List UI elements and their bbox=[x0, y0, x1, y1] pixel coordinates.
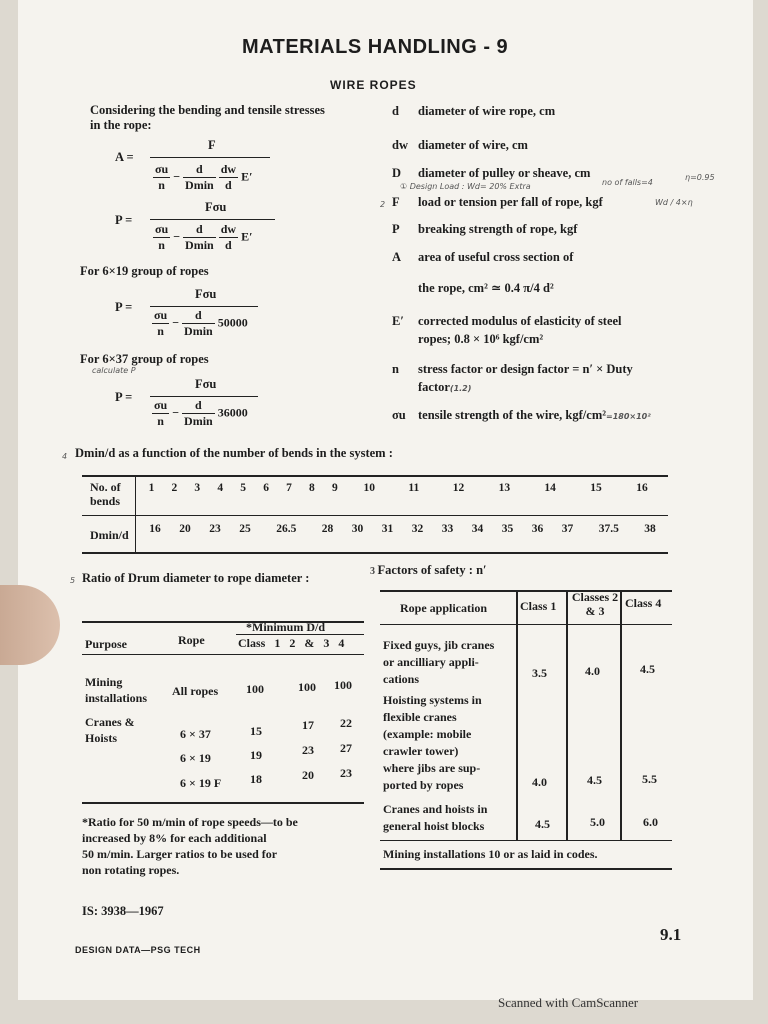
bends-count-cell: 9 bbox=[331, 482, 338, 494]
drum-row-6x19F-c23: 20 bbox=[302, 768, 314, 782]
bends-table-mid bbox=[82, 515, 668, 516]
drum-row-6x19-c1: 19 bbox=[250, 748, 262, 762]
handwritten-eta: η=0.95 bbox=[685, 173, 715, 182]
dmin-ratio-cell: 26.5 bbox=[276, 523, 297, 535]
safety-row-1-c1: 3.5 bbox=[532, 666, 547, 680]
safety-row-3-c23: 5.0 bbox=[590, 815, 605, 829]
formula-A-denominator: $\frac{\sigma u}{n}$ − $\frac{d}{Dmin}$ $\frac{dw}{d}$ E′ bbox=[155, 162, 253, 192]
safety-header-app: Rope application bbox=[400, 601, 488, 615]
safety-row-3-app: Cranes and hoists in general hoist blocks bbox=[383, 802, 488, 833]
safety-mining-note: Mining installations 10 or as laid in codes. bbox=[383, 847, 598, 861]
legend-n-cont: factor(1.2) bbox=[418, 380, 472, 394]
dmin-ratio-cell: 16 bbox=[149, 523, 161, 535]
drum-note-line-2: increased by 8% for each additional bbox=[82, 831, 267, 845]
dmin-ratio-cell: 33 bbox=[441, 523, 454, 535]
drum-row-6x37-rope: 6 × 37 bbox=[180, 727, 211, 741]
formula-6x19-numerator: Fσu bbox=[195, 287, 217, 301]
footer-source: DESIGN DATA—PSG TECH bbox=[75, 945, 201, 955]
safety-header-c23: Classes 2 & 3 bbox=[571, 590, 619, 618]
safety-row-2-c1: 4.0 bbox=[532, 775, 547, 789]
legend-F: F load or tension per fall of rope, kgf bbox=[392, 195, 603, 209]
bends-row1-label: No. of bends bbox=[90, 480, 121, 508]
dmin-ratio-cell: 38 bbox=[644, 523, 656, 535]
drum-note-line-1: *Ratio for 50 m/min of rope speeds—to be bbox=[82, 815, 298, 829]
safety-row-3-c1: 4.5 bbox=[535, 817, 550, 831]
drum-row-mining-rope: All ropes bbox=[172, 684, 219, 698]
safety-row-2-app: Hoisting systems in flexible cranes (example: mobile crawler tower) where jibs are sup- ported by ropes bbox=[383, 693, 482, 792]
bends-count-cell: 11 bbox=[408, 482, 420, 494]
drum-row-mining-c4: 100 bbox=[334, 678, 352, 692]
bends-values-row bbox=[140, 482, 665, 494]
dmin-ratio-cell: 36 bbox=[531, 523, 544, 535]
bends-count-cell: 2 bbox=[171, 482, 178, 494]
legend-E: E′ corrected modulus of elasticity of steel bbox=[392, 314, 622, 328]
safety-row-3-c4: 6.0 bbox=[643, 815, 658, 829]
drum-header-rope: Rope bbox=[178, 633, 205, 647]
safety-header-c1: Class 1 bbox=[520, 599, 557, 613]
group-6x37-label: For 6×37 group of ropes bbox=[80, 352, 209, 366]
bends-table-bottom bbox=[82, 552, 668, 554]
bends-table-divider bbox=[135, 475, 136, 552]
formula-A-bar bbox=[150, 157, 270, 158]
bends-count-cell: 8 bbox=[309, 482, 315, 494]
dmin-ratio-cell: 37 bbox=[561, 523, 574, 535]
formula-P-bar bbox=[150, 219, 275, 220]
intro-line-1: Considering the bending and tensile stresses bbox=[90, 103, 325, 117]
safety-row-1-app: Fixed guys, jib cranes or ancilliary appli- cations bbox=[383, 638, 495, 686]
legend-n: n stress factor or design factor = n′ × Duty bbox=[392, 362, 633, 376]
drum-header-sub-line bbox=[236, 634, 364, 635]
bends-row2-label: Dmin/d bbox=[90, 528, 129, 542]
safety-table-mining-line bbox=[380, 840, 672, 841]
standard-ref: IS: 3938—1967 bbox=[82, 904, 164, 918]
drum-header-classes: Class 1 2 & 3 4 bbox=[238, 636, 345, 650]
safety-caption: 3 Factors of safety : n′ bbox=[370, 563, 487, 577]
bends-count-cell: 7 bbox=[286, 482, 292, 494]
handwritten-fraction: Wd / 4×η bbox=[655, 198, 693, 207]
handwritten-num-5: 5 bbox=[70, 576, 76, 585]
bends-count-cell: 15 bbox=[590, 482, 602, 494]
page-title: MATERIALS HANDLING - 9 bbox=[242, 36, 509, 58]
drum-row-6x19-rope: 6 × 19 bbox=[180, 751, 211, 765]
drum-row-6x19F-rope: 6 × 19 F bbox=[180, 776, 222, 790]
drum-note-line-4: non rotating ropes. bbox=[82, 863, 180, 877]
drum-caption: Ratio of Drum diameter to rope diameter : bbox=[82, 571, 310, 585]
bends-table-top bbox=[82, 475, 668, 477]
handwritten-num-4: 4 bbox=[62, 452, 68, 461]
legend-P: P breaking strength of rope, kgf bbox=[392, 222, 578, 236]
bends-count-cell: 3 bbox=[194, 482, 201, 494]
drum-note bbox=[82, 814, 298, 878]
bends-count-cell: 1 bbox=[148, 482, 155, 494]
formula-6x37-bar bbox=[150, 396, 258, 397]
section-subtitle: WIRE ROPES bbox=[330, 78, 417, 92]
formula-P-numerator: Fσu bbox=[205, 200, 227, 214]
safety-header-c4: Class 4 bbox=[625, 596, 662, 610]
legend-sigma: σu tensile strength of the wire, kgf/cm²=180×10² bbox=[392, 408, 651, 422]
formula-6x19-lhs: P = bbox=[115, 300, 133, 314]
drum-row-cranes-purpose: Cranes & Hoists bbox=[85, 715, 135, 745]
drum-header-min: *Minimum D/d bbox=[246, 620, 326, 634]
drum-table-bottom bbox=[82, 802, 364, 804]
safety-col-divider-3 bbox=[620, 590, 622, 840]
drum-row-6x19F-c4: 23 bbox=[340, 766, 352, 780]
legend-A: A area of useful cross section of bbox=[392, 250, 574, 264]
drum-row-6x37-c23: 17 bbox=[302, 718, 314, 732]
legend-E-cont: ropes; 0.8 × 10⁶ kgf/cm² bbox=[418, 332, 544, 346]
dmin-ratio-cell: 31 bbox=[381, 523, 394, 535]
drum-row-6x19F-c1: 18 bbox=[250, 772, 262, 786]
safety-table-bottom bbox=[380, 868, 672, 870]
safety-row-2-c23: 4.5 bbox=[587, 773, 602, 787]
group-6x19-label: For 6×19 group of ropes bbox=[80, 264, 209, 278]
dmin-ratio-cell: 34 bbox=[471, 523, 484, 535]
formula-A-numerator: F bbox=[208, 138, 216, 152]
dmin-ratio-cell: 30 bbox=[351, 523, 364, 535]
bends-count-cell: 6 bbox=[263, 482, 269, 494]
ratio-values-row bbox=[140, 523, 665, 535]
handwritten-calc-note: calculate P bbox=[92, 366, 136, 375]
legend-dw: dw diameter of wire, cm bbox=[392, 138, 528, 152]
bends-count-cell: 16 bbox=[636, 482, 648, 494]
legend-d: d diameter of wire rope, cm bbox=[392, 104, 556, 118]
safety-row-2-c4: 5.5 bbox=[642, 772, 657, 786]
bends-count-cell: 5 bbox=[240, 482, 247, 494]
dmin-ratio-cell: 23 bbox=[209, 523, 221, 535]
intro-line-2: in the rope: bbox=[90, 118, 152, 132]
formula-6x37-lhs: P = bbox=[115, 390, 133, 404]
drum-row-mining-c1: 100 bbox=[246, 682, 264, 696]
drum-row-6x37-c4: 22 bbox=[340, 716, 352, 730]
drum-header-purpose: Purpose bbox=[85, 637, 127, 651]
drum-row-mining-c23: 100 bbox=[298, 680, 316, 694]
dmin-ratio-cell: 20 bbox=[179, 523, 191, 535]
formula-A-lhs: A = bbox=[115, 150, 134, 164]
handwritten-design-load: ① Design Load : Wd= 20% Extra bbox=[400, 182, 531, 191]
dmin-ratio-cell: 37.5 bbox=[598, 523, 619, 535]
scanner-watermark: Scanned with CamScanner bbox=[498, 995, 639, 1010]
safety-row-1-c23: 4.0 bbox=[585, 664, 600, 678]
formula-6x19-bar bbox=[150, 306, 258, 307]
formula-6x37-numerator: Fσu bbox=[195, 377, 217, 391]
formula-P-denominator: $\frac{\sigma u}{n}$ − $\frac{d}{Dmin}$ $\frac{dw}{d}$ E′ bbox=[155, 222, 253, 252]
dmin-ratio-cell: 32 bbox=[411, 523, 424, 535]
bends-caption: Dmin/d as a function of the number of bends in the system : bbox=[75, 446, 393, 460]
legend-A-cont: the rope, cm² ≃ 0.4 π/4 d² bbox=[418, 281, 554, 295]
formula-P-lhs: P = bbox=[115, 213, 133, 227]
bends-count-cell: 14 bbox=[544, 482, 556, 494]
formula-6x37-denominator: $\frac{\sigma u}{n}$ − $\frac{d}{Dmin}$ 36000 bbox=[154, 398, 248, 428]
dmin-ratio-cell: 35 bbox=[501, 523, 514, 535]
page-number: 9.1 bbox=[660, 925, 682, 944]
safety-table-header-line bbox=[380, 624, 672, 625]
formula-6x19-denominator: $\frac{\sigma u}{n}$ − $\frac{d}{Dmin}$ 50000 bbox=[154, 308, 248, 338]
handwritten-falls: no of falls=4 bbox=[602, 178, 653, 187]
bends-count-cell: 4 bbox=[217, 482, 224, 494]
safety-col-divider-1 bbox=[516, 590, 518, 840]
safety-row-1-c4: 4.5 bbox=[640, 662, 655, 676]
safety-col-divider-2 bbox=[566, 590, 568, 840]
bends-count-cell: 13 bbox=[498, 482, 511, 494]
dmin-ratio-cell: 28 bbox=[321, 523, 334, 535]
handwritten-num-2: 2 bbox=[380, 200, 386, 209]
drum-row-6x19-c23: 23 bbox=[302, 743, 314, 757]
drum-table-header-line bbox=[82, 654, 364, 655]
legend-D: D diameter of pulley or sheave, cm bbox=[392, 166, 591, 180]
dmin-ratio-cell: 25 bbox=[239, 523, 251, 535]
drum-note-line-3: 50 m/min. Larger ratios to be used for bbox=[82, 847, 278, 861]
bends-count-cell: 12 bbox=[452, 482, 465, 494]
bends-count-cell: 10 bbox=[363, 482, 375, 494]
safety-table-top bbox=[380, 590, 672, 592]
drum-row-6x37-c1: 15 bbox=[250, 724, 262, 738]
drum-row-6x19-c4: 27 bbox=[340, 741, 352, 755]
drum-row-mining-purpose: Mining installations bbox=[85, 675, 148, 705]
